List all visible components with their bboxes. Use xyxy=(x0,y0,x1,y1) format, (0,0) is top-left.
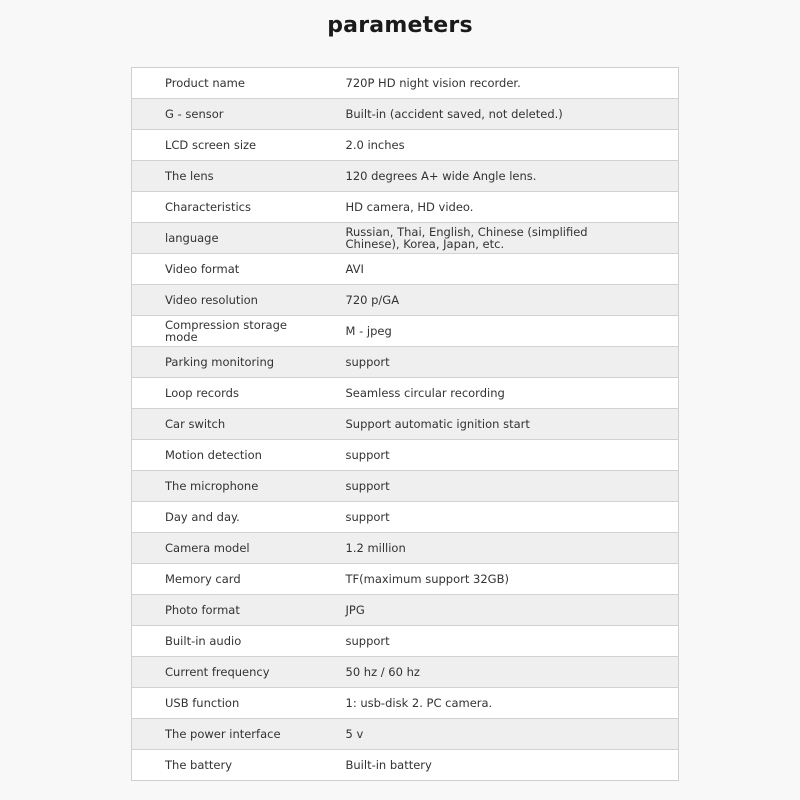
table-row xyxy=(132,285,679,316)
table-row xyxy=(132,409,679,440)
spec-value: 720 p/GA xyxy=(312,285,679,316)
table-row xyxy=(132,626,679,657)
table-row xyxy=(132,688,679,719)
spec-name: G - sensor xyxy=(132,99,312,130)
table-row xyxy=(132,564,679,595)
spec-name: USB function xyxy=(132,688,312,719)
spec-value: 5 v xyxy=(312,719,679,750)
spec-value: JPG xyxy=(312,595,679,626)
spec-value: AVI xyxy=(312,254,679,285)
table-row xyxy=(132,657,679,688)
spec-value: support xyxy=(312,347,679,378)
spec-name: The microphone xyxy=(132,471,312,502)
table-row xyxy=(132,192,679,223)
table-row xyxy=(132,440,679,471)
spec-value: 2.0 inches xyxy=(312,130,679,161)
spec-value: 720P HD night vision recorder. xyxy=(312,68,679,99)
spec-name: Car switch xyxy=(132,409,312,440)
spec-name: The battery xyxy=(132,750,312,781)
spec-value: support xyxy=(312,626,679,657)
spec-name: Day and day. xyxy=(132,502,312,533)
table-row xyxy=(132,595,679,626)
spec-value: Support automatic ignition start xyxy=(312,409,679,440)
spec-name: LCD screen size xyxy=(132,130,312,161)
spec-value: 50 hz / 60 hz xyxy=(312,657,679,688)
spec-name: Compression storage mode xyxy=(132,316,312,347)
spec-value: Seamless circular recording xyxy=(312,378,679,409)
table-row xyxy=(132,502,679,533)
table-row xyxy=(132,130,679,161)
spec-name: Motion detection xyxy=(132,440,312,471)
spec-value: 120 degrees A+ wide Angle lens. xyxy=(312,161,679,192)
spec-name: Camera model xyxy=(132,533,312,564)
table-row xyxy=(132,68,679,99)
spec-name: Parking monitoring xyxy=(132,347,312,378)
spec-value: 1: usb-disk 2. PC camera. xyxy=(312,688,679,719)
spec-name: The power interface xyxy=(132,719,312,750)
table-row xyxy=(132,471,679,502)
spec-value: Russian, Thai, English, Chinese (simplified Chinese), Korea, Japan, etc. xyxy=(312,223,679,254)
table-row xyxy=(132,750,679,781)
spec-table xyxy=(131,67,679,781)
table-row xyxy=(132,161,679,192)
spec-value: support xyxy=(312,502,679,533)
table-row xyxy=(132,316,679,347)
spec-name: Loop records xyxy=(132,378,312,409)
table-row xyxy=(132,347,679,378)
table-row xyxy=(132,254,679,285)
spec-name: language xyxy=(132,223,312,254)
spec-name: Photo format xyxy=(132,595,312,626)
table-row xyxy=(132,223,679,254)
spec-name: Built-in audio xyxy=(132,626,312,657)
spec-name: The lens xyxy=(132,161,312,192)
spec-value: Built-in battery xyxy=(312,750,679,781)
spec-table-body xyxy=(132,68,679,781)
spec-value: TF(maximum support 32GB) xyxy=(312,564,679,595)
spec-name: Product name xyxy=(132,68,312,99)
spec-value: 1.2 million xyxy=(312,533,679,564)
spec-value: Built-in (accident saved, not deleted.) xyxy=(312,99,679,130)
spec-value: support xyxy=(312,471,679,502)
table-row xyxy=(132,378,679,409)
page-title: parameters xyxy=(327,13,473,38)
spec-value: support xyxy=(312,440,679,471)
spec-name: Memory card xyxy=(132,564,312,595)
table-row xyxy=(132,533,679,564)
spec-name: Characteristics xyxy=(132,192,312,223)
spec-name: Video format xyxy=(132,254,312,285)
spec-name: Current frequency xyxy=(132,657,312,688)
spec-value: M - jpeg xyxy=(312,316,679,347)
table-row xyxy=(132,719,679,750)
spec-name: Video resolution xyxy=(132,285,312,316)
spec-value: HD camera, HD video. xyxy=(312,192,679,223)
table-row xyxy=(132,99,679,130)
